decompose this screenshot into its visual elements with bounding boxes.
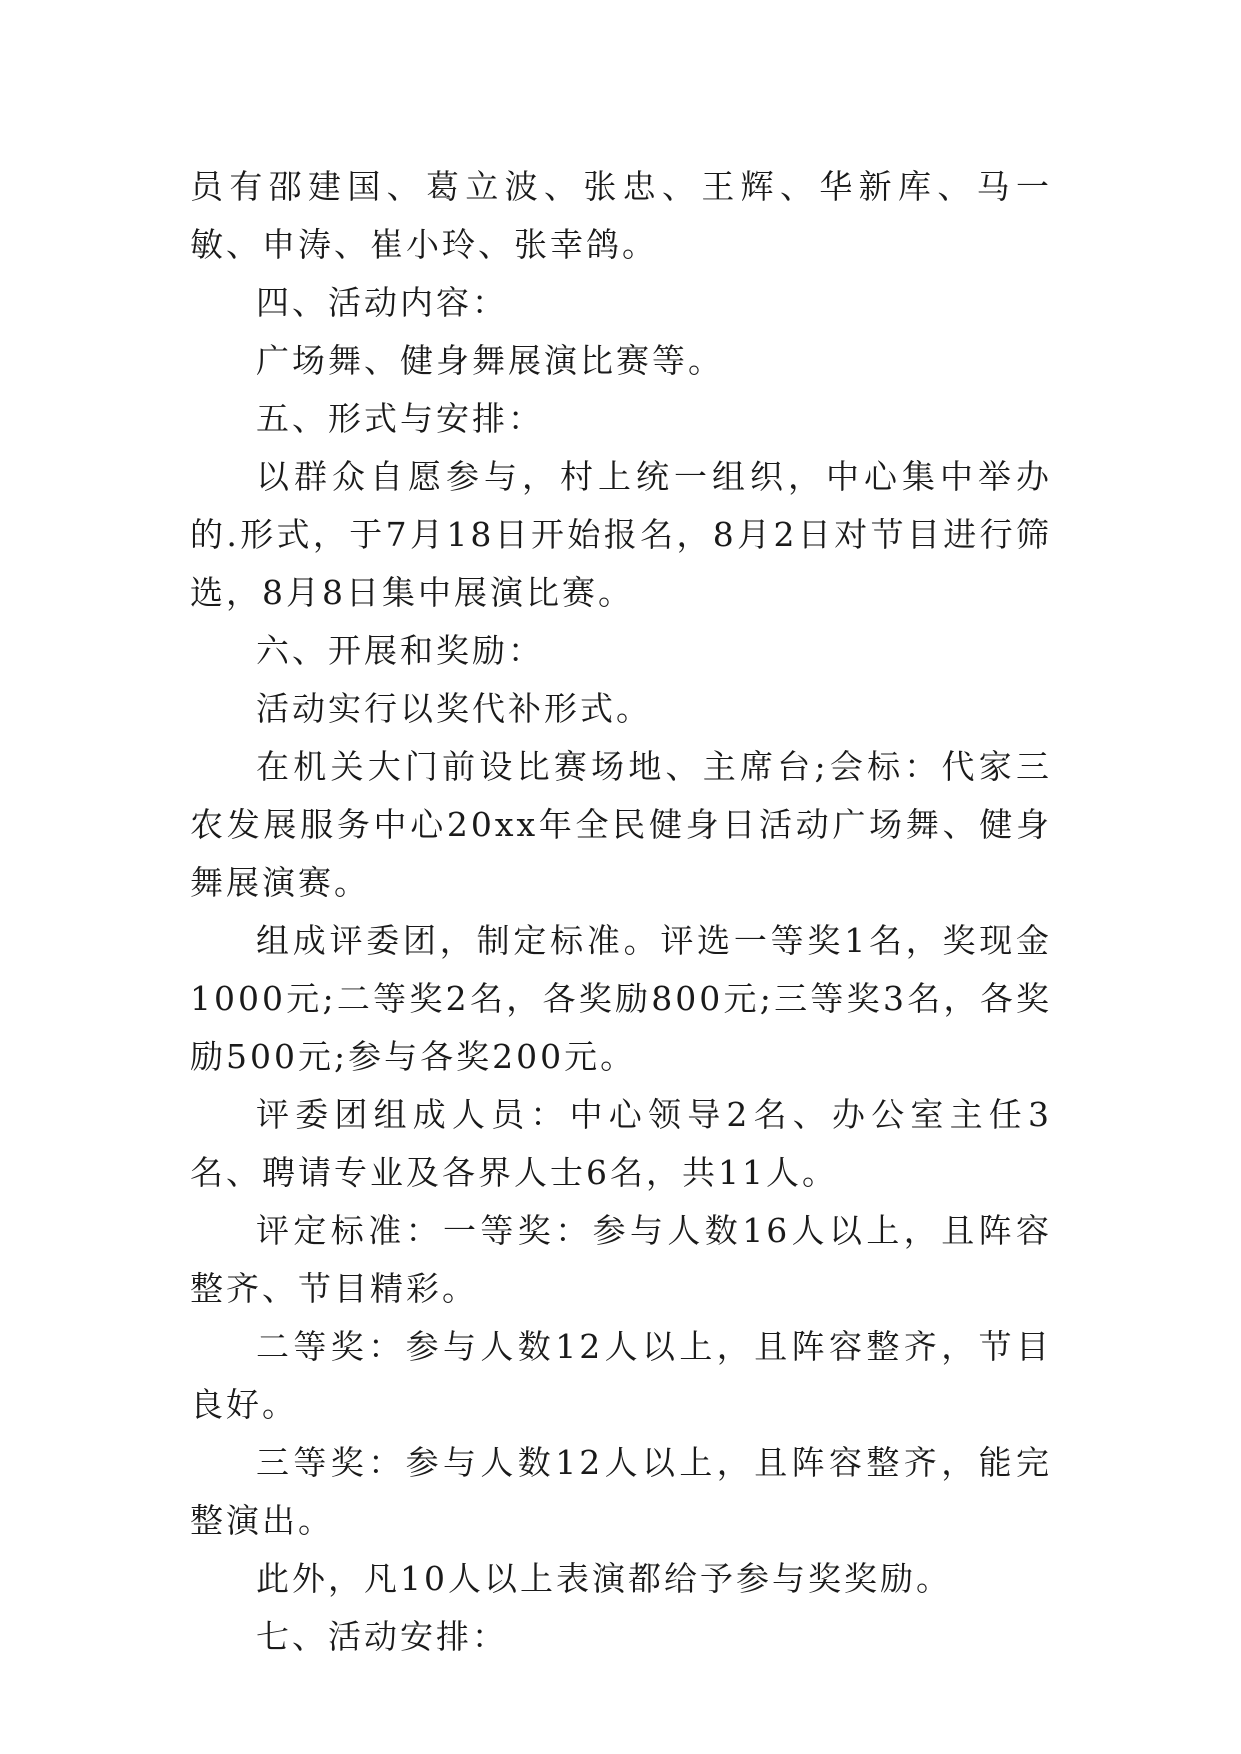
paragraph-participant-list: 员有邵建国、葛立波、张忠、王辉、华新库、马一敏、申涛、崔小玲、张幸鸽。 [190, 167, 1052, 264]
paragraph-criteria-first: 评定标准：一等奖：参与人数16人以上，且阵容整齐、节目精彩。 [190, 1211, 1052, 1308]
paragraph-judging-panel: 评委团组成人员：中心领导2名、办公室主任3名、聘请专业及各界人士6名，共11人。 [190, 1095, 1052, 1192]
paragraph-reward-form: 活动实行以奖代补形式。 [256, 689, 652, 728]
heading-format-arrangement: 五、形式与安排： [256, 399, 544, 438]
heading-activity-schedule: 七、活动安排： [256, 1617, 508, 1656]
paragraph-participation-award: 此外，凡10人以上表演都给予参与奖奖励。 [256, 1559, 952, 1598]
heading-implementation-rewards: 六、开展和奖励： [256, 631, 544, 670]
paragraph-criteria-third: 三等奖：参与人数12人以上，且阵容整齐，能完整演出。 [190, 1443, 1052, 1540]
paragraph-format-arrangement: 以群众自愿参与，村上统一组织，中心集中举办的.形式，于7月18日开始报名，8月2日对节目进行筛选，8月8日集中展演比赛。 [190, 457, 1052, 612]
document-page [190, 158, 1052, 1666]
paragraph-activity-content: 广场舞、健身舞展演比赛等。 [256, 341, 724, 380]
heading-activity-content: 四、活动内容： [256, 283, 508, 322]
paragraph-criteria-second: 二等奖：参与人数12人以上，且阵容整齐，节目良好。 [190, 1327, 1052, 1424]
paragraph-venue-banner: 在机关大门前设比赛场地、主席台;会标：代家三农发展服务中心20xx年全民健身日活动广场舞、健身舞展演赛。 [190, 747, 1052, 902]
paragraph-prizes: 组成评委团，制定标准。评选一等奖1名，奖现金1000元;二等奖2名，各奖励800元;三等奖3名，各奖励500元;参与各奖200元。 [190, 921, 1052, 1076]
